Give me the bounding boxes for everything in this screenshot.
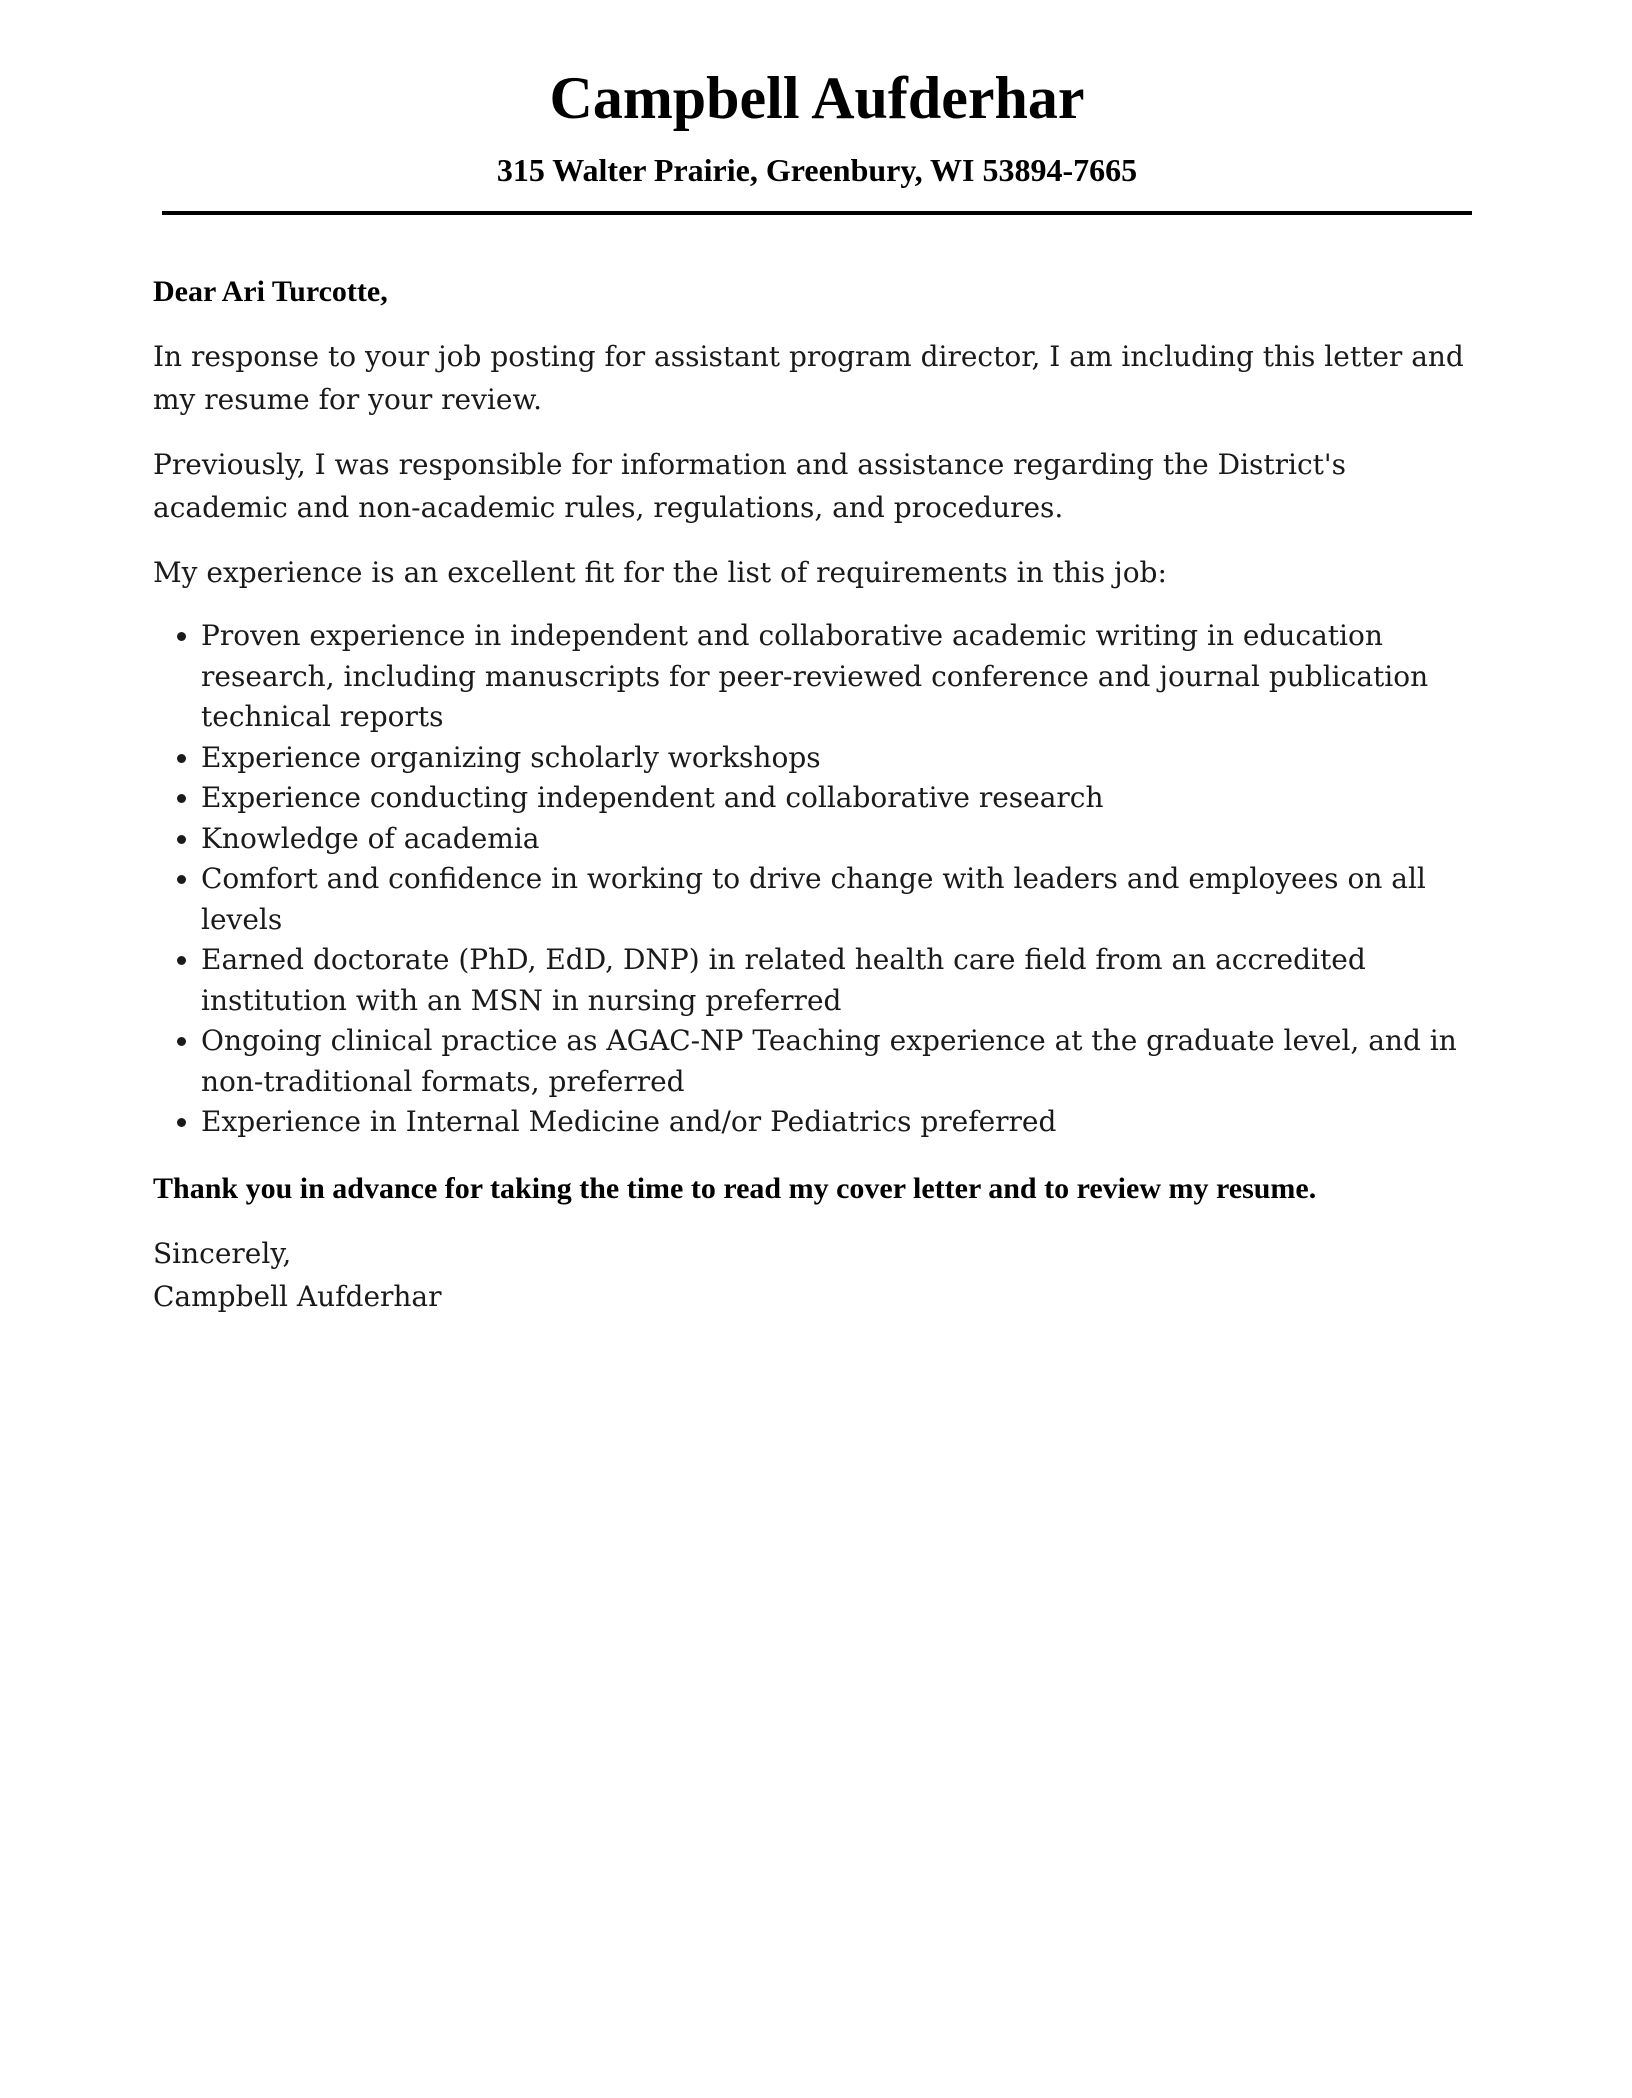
- list-item: [153, 1102, 1473, 1143]
- signature-name: Campbell Aufderhar: [153, 1279, 442, 1313]
- list-item: [153, 940, 1473, 1021]
- requirements-intro-paragraph: My experience is an excellent fit for the list of requirements in this job:: [153, 556, 1167, 589]
- requirements-list: [153, 616, 1473, 1143]
- bullet-icon: [177, 835, 186, 844]
- bullet-icon: [177, 754, 186, 763]
- bullet-icon: [177, 956, 186, 965]
- applicant-name: Campbell Aufderhar: [549, 65, 1085, 131]
- bullet-icon: [177, 632, 186, 641]
- bullet-icon: [177, 1037, 186, 1046]
- requirement-text: Proven experience in independent and collaborative academic writing in education research, including manuscripts for peer-reviewed conference and journal publication technical reports: [201, 619, 1429, 733]
- bullet-icon: [177, 875, 186, 884]
- closing-statement: Thank you in advance for taking the time to read my cover letter and to review my resume.: [153, 1171, 1317, 1205]
- list-item: [153, 859, 1473, 940]
- salutation: Dear Ari Turcotte,: [153, 275, 388, 308]
- requirement-text: Knowledge of academia: [201, 821, 540, 855]
- requirement-text: Ongoing clinical practice as AGAC-NP Teaching experience at the graduate level, and in non-traditional formats, preferred: [201, 1024, 1457, 1098]
- list-item: [153, 616, 1473, 738]
- requirement-text: Comfort and confidence in working to drive change with leaders and employees on all levels: [201, 862, 1426, 936]
- signoff: Sincerely,: [153, 1236, 292, 1270]
- header-divider: [162, 211, 1472, 215]
- list-item: [153, 1021, 1473, 1102]
- letter-header: [162, 60, 1472, 190]
- applicant-address: 315 Walter Prairie, Greenbury, WI 53894-7665: [496, 152, 1138, 188]
- list-item: [153, 778, 1473, 819]
- requirement-text: Experience in Internal Medicine and/or Pediatrics preferred: [201, 1105, 1057, 1138]
- intro-paragraph: In response to your job posting for assistant program director, I am including this letter and my resume for your review.: [153, 340, 1464, 416]
- bullet-icon: [177, 1118, 186, 1127]
- experience-paragraph: Previously, I was responsible for information and assistance regarding the District's academic and non-academic rules, regulations, and procedures.: [153, 448, 1346, 524]
- bullet-icon: [177, 794, 186, 803]
- requirement-text: Experience conducting independent and collaborative research: [201, 781, 1104, 814]
- requirement-text: Experience organizing scholarly workshops: [201, 740, 821, 774]
- list-item: [153, 819, 1473, 860]
- list-item: [153, 738, 1473, 779]
- requirement-text: Earned doctorate (PhD, EdD, DNP) in related health care field from an accredited institution with an MSN in nursing preferred: [201, 943, 1366, 1017]
- letter-body: [153, 270, 1473, 1318]
